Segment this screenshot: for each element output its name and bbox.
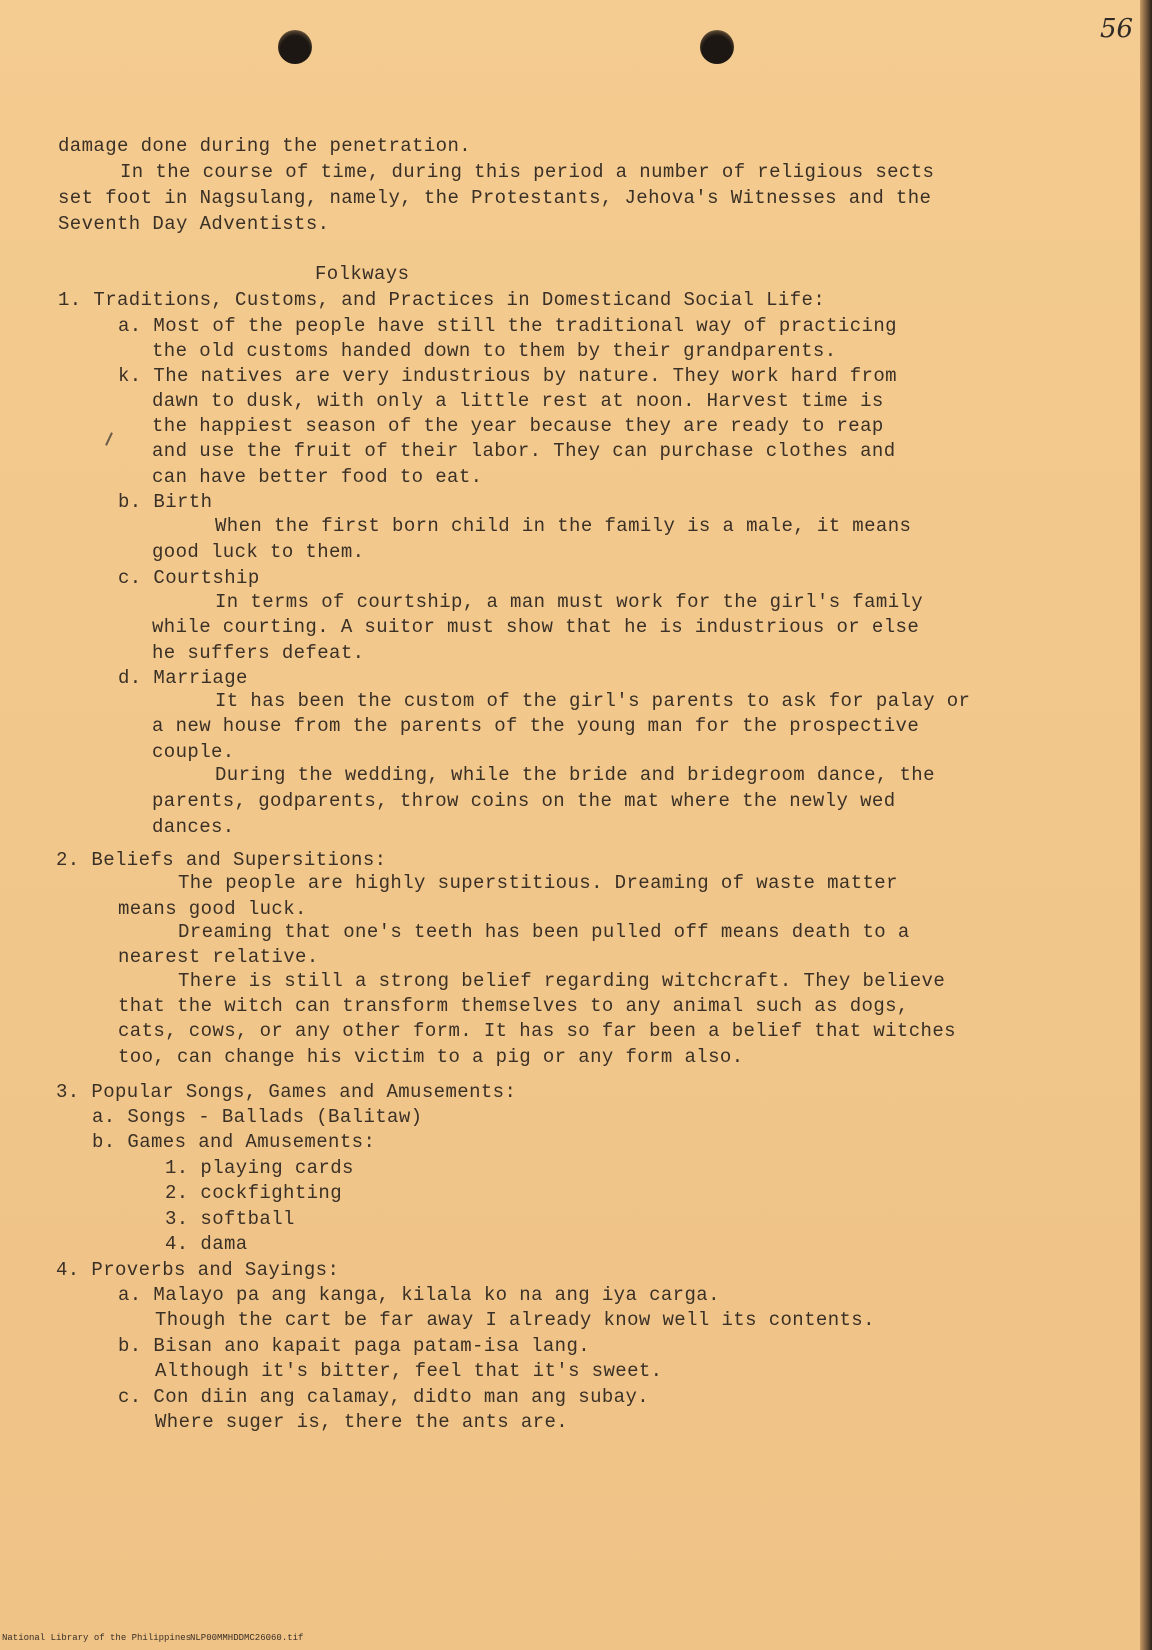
pen-mark	[105, 432, 113, 446]
text-line: couple.	[152, 741, 235, 763]
text-line: The people are highly superstitious. Dreaming of waste matter	[178, 872, 898, 894]
text-line: Though the cart be far away I already know well its contents.	[155, 1309, 875, 1331]
punch-hole	[700, 30, 734, 64]
list-item: 1. playing cards	[165, 1157, 354, 1179]
text-line: set foot in Nagsulang, namely, the Protestants, Jehova's Witnesses and the	[58, 187, 932, 209]
list-heading: 1. Traditions, Customs, and Practices in Domesticand Social Life:	[58, 289, 826, 311]
page-number: 56	[1100, 14, 1134, 44]
text-line: dawn to dusk, with only a little rest at noon. Harvest time is	[152, 390, 884, 412]
text-line: b. Bisan ano kapait paga patam-isa lang.	[118, 1335, 591, 1357]
list-item: 2. cockfighting	[165, 1182, 343, 1204]
text-line: cats, cows, or any other form. It has so far been a belief that witches	[118, 1020, 956, 1042]
subheading: b. Birth	[118, 491, 213, 513]
text-line: c. Con diin ang calamay, didto man ang subay.	[118, 1386, 650, 1408]
text-line: while courting. A suitor must show that he is industrious or else	[152, 616, 920, 638]
text-line: b. Games and Amusements:	[92, 1131, 376, 1153]
text-line: good luck to them.	[152, 541, 365, 563]
list-item: 4. dama	[165, 1233, 248, 1255]
list-heading: 3. Popular Songs, Games and Amusements:	[56, 1081, 517, 1103]
text-line: parents, godparents, throw coins on the mat where the newly wed	[152, 790, 896, 812]
text-line: Although it's bitter, feel that it's sweet.	[155, 1360, 663, 1382]
page-edge-shadow	[1140, 0, 1152, 1650]
list-item: 3. softball	[165, 1208, 295, 1230]
text-line: the happiest season of the year because they are ready to reap	[152, 415, 884, 437]
text-line: too, can change his victim to a pig or any form also.	[118, 1046, 744, 1068]
footer-filename: NLP00MMHDDMC26060.tif	[190, 1633, 304, 1643]
text-line: k. The natives are very industrious by nature. They work hard from	[118, 365, 897, 387]
text-line: the old customs handed down to them by their grandparents.	[152, 340, 837, 362]
section-heading: Folkways	[315, 263, 410, 285]
text-line: Where suger is, there the ants are.	[155, 1411, 569, 1433]
text-line: Dreaming that one's teeth has been pulled off means death to a	[178, 921, 910, 943]
text-line: he suffers defeat.	[152, 642, 365, 664]
subheading: d. Marriage	[118, 667, 248, 689]
text-line: During the wedding, while the bride and bridegroom dance, the	[215, 764, 935, 786]
punch-hole	[278, 30, 312, 64]
text-line: There is still a strong belief regarding witchcraft. They believe	[178, 970, 946, 992]
list-heading: 4. Proverbs and Sayings:	[56, 1259, 340, 1281]
text-line: means good luck.	[118, 898, 307, 920]
footer-library: National Library of the Philippines	[2, 1633, 192, 1643]
text-line: In the course of time, during this period a number of religious sects	[120, 161, 935, 183]
text-line: a. Songs - Ballads (Balitaw)	[92, 1106, 423, 1128]
text-line: can have better food to eat.	[152, 466, 483, 488]
text-line: a. Malayo pa ang kanga, kilala ko na ang iya carga.	[118, 1284, 720, 1306]
text-line: and use the fruit of their labor. They can purchase clothes and	[152, 440, 896, 462]
text-line: a new house from the parents of the young man for the prospective	[152, 715, 920, 737]
subheading: c. Courtship	[118, 567, 260, 589]
list-heading: 2. Beliefs and Supersitions:	[56, 849, 387, 871]
text-line: a. Most of the people have still the traditional way of practicing	[118, 315, 897, 337]
text-line: Seventh Day Adventists.	[58, 213, 330, 235]
text-line: that the witch can transform themselves to any animal such as dogs,	[118, 995, 909, 1017]
text-line: nearest relative.	[118, 946, 319, 968]
text-line: It has been the custom of the girl's parents to ask for palay or	[215, 690, 971, 712]
text-line: When the first born child in the family is a male, it means	[215, 515, 912, 537]
text-line: dances.	[152, 816, 235, 838]
text-line: damage done during the penetration.	[58, 135, 472, 157]
text-line: In terms of courtship, a man must work for the girl's family	[215, 591, 924, 613]
